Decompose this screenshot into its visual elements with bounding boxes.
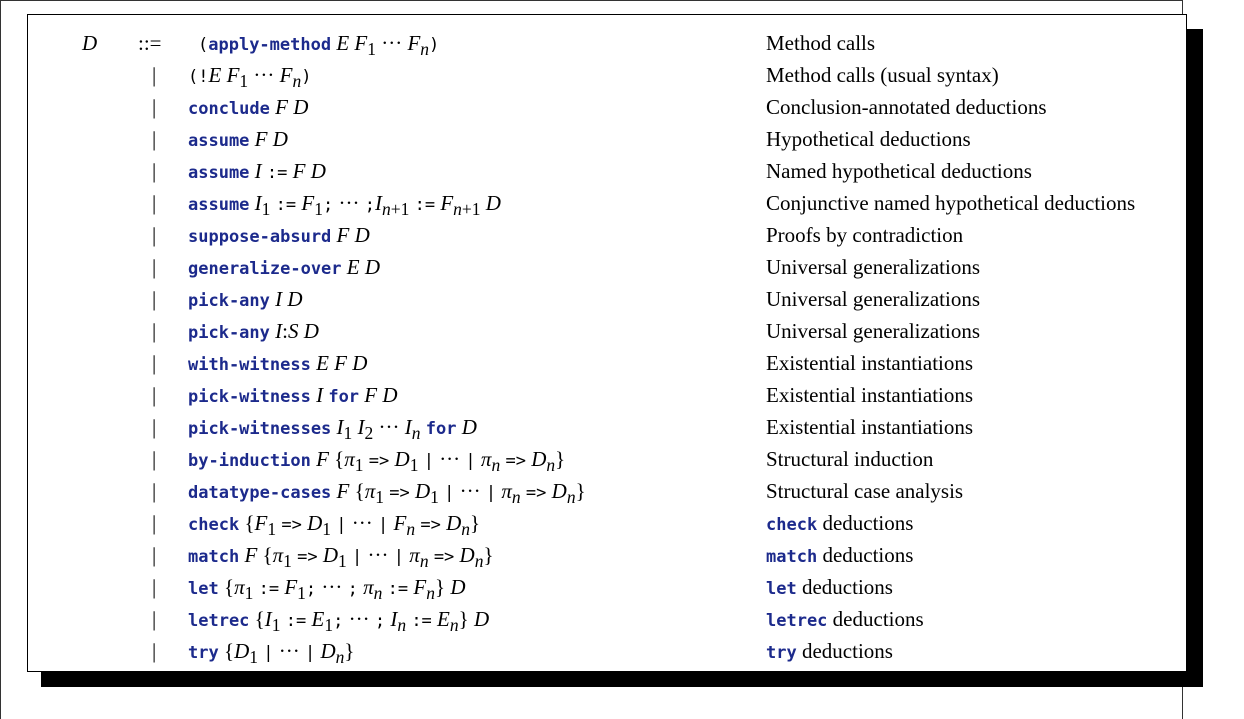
grammar-form: (apply-method E $F_1$ ··· $F_n$) — [198, 31, 440, 60]
keyword: letrec — [188, 611, 250, 631]
keyword: pick-witness — [188, 387, 311, 407]
page-frame-top — [0, 0, 1183, 1]
page-frame-left — [0, 0, 1, 719]
grammar-row — [28, 444, 1188, 474]
keyword: assume — [188, 131, 250, 151]
grammar-form: suppose-absurd F D — [188, 223, 370, 247]
grammar-desc: let deductions — [766, 575, 893, 599]
keyword: suppose-absurd — [188, 227, 332, 247]
grammar-desc: match deductions — [766, 543, 914, 567]
keyword: assume — [188, 163, 250, 183]
keyword: try — [188, 643, 219, 663]
grammar-desc: Method calls (usual syntax) — [766, 63, 999, 87]
grammar-form: try {$D_1$ | ··· | $D_n$} — [188, 639, 355, 668]
grammar-desc: Conclusion-annotated deductions — [766, 95, 1047, 119]
grammar-row — [28, 636, 1188, 666]
alt-symbol: | — [152, 543, 157, 567]
grammar-row — [28, 124, 1188, 154]
grammar-form: pick-witness I for F D — [188, 383, 398, 407]
grammar-desc: Universal generalizations — [766, 255, 980, 279]
grammar-lhs: D — [82, 31, 98, 55]
keyword: check — [188, 515, 240, 535]
keyword: pick-witnesses — [188, 419, 332, 439]
grammar-form: letrec {$I_1$ := $E_1$; ··· ; $I_n$ := $E_n$} D — [188, 607, 490, 636]
grammar-desc: Existential instantiations — [766, 415, 974, 439]
grammar-desc: Proofs by contradiction — [766, 223, 964, 247]
grammar-form: conclude F D — [188, 95, 309, 119]
grammar-form: match F {$\pi_1 => D_1$ | ··· | $\pi_n => D_n$} — [188, 543, 494, 572]
alt-symbol: | — [152, 319, 157, 343]
keyword: pick-any — [188, 323, 270, 343]
grammar-desc: Conjunctive named hypothetical deductions — [766, 191, 1136, 215]
grammar-row — [28, 220, 1188, 250]
keyword: let — [188, 579, 219, 599]
grammar-form: check {$F_1 => D_1$ | ··· | $F_n => D_n$} — [188, 511, 481, 540]
grammar-row — [28, 508, 1188, 538]
grammar-desc: Universal generalizations — [766, 287, 980, 311]
keyword: match — [188, 547, 240, 567]
grammar-row — [28, 604, 1188, 634]
grammar-form: assume I := F D — [188, 159, 326, 183]
grammar-desc: Existential instantiations — [766, 383, 974, 407]
alt-symbol: | — [152, 159, 157, 183]
grammar-row — [28, 284, 1188, 314]
grammar-row — [28, 92, 1188, 122]
grammar-form: datatype-cases F {$\pi_1 => D_1$ | ··· | $\pi_n => D_n$} — [188, 479, 586, 508]
alt-symbol: | — [152, 607, 157, 631]
alt-symbol: | — [152, 255, 157, 279]
grammar-row — [28, 156, 1188, 186]
keyword: datatype-cases — [188, 483, 332, 503]
keyword: pick-any — [188, 291, 270, 311]
grammar-row — [28, 412, 1188, 442]
define-symbol: ::= — [138, 31, 162, 55]
grammar-row — [28, 476, 1188, 506]
alt-symbol: | — [152, 447, 157, 471]
alt-symbol: | — [152, 511, 157, 535]
keyword: with-witness — [188, 355, 311, 375]
grammar-desc: check deductions — [766, 511, 914, 535]
grammar-row — [28, 60, 1188, 90]
grammar-form: by-induction F {$\pi_1 => D_1$ | ··· | $\pi_n => D_n$} — [188, 447, 566, 476]
grammar-form: with-witness E F D — [188, 351, 368, 375]
alt-symbol: | — [152, 415, 157, 439]
grammar-row — [28, 28, 1188, 58]
alt-symbol: | — [152, 127, 157, 151]
grammar-form: pick-any I D — [188, 287, 303, 311]
keyword: by-induction — [188, 451, 311, 471]
grammar-row — [28, 540, 1188, 570]
alt-symbol: | — [152, 383, 157, 407]
grammar-row — [28, 316, 1188, 346]
alt-symbol: | — [152, 639, 157, 663]
grammar-desc: Named hypothetical deductions — [766, 159, 1032, 183]
grammar-row — [28, 572, 1188, 602]
alt-symbol: | — [152, 63, 157, 87]
grammar-desc: Method calls — [766, 31, 876, 55]
grammar-form: assume F D — [188, 127, 288, 151]
grammar-desc: Hypothetical deductions — [766, 127, 971, 151]
grammar-desc: Universal generalizations — [766, 319, 980, 343]
grammar-form: (!E $F_1$ ··· $F_n$) — [188, 63, 312, 92]
keyword: assume — [188, 195, 250, 215]
grammar-form: pick-witnesses $I_1$ $I_2$ ··· $I_n$ for D — [188, 415, 477, 444]
grammar-form: pick-any I:S D — [188, 319, 319, 343]
grammar-form: generalize-over E D — [188, 255, 381, 279]
grammar-form: assume $I_1$ := $F_1$; ··· $;I_{n+1}$ := $F_{n+1}$ D — [188, 191, 501, 220]
keyword: conclude — [188, 99, 270, 119]
keyword: generalize-over — [188, 259, 342, 279]
alt-symbol: | — [152, 287, 157, 311]
grammar-row — [28, 252, 1188, 282]
grammar-form: let {$\pi_1$ := $F_1$; ··· ; $\pi_n$ := $F_n$} D — [188, 575, 466, 604]
alt-symbol: | — [152, 479, 157, 503]
alt-symbol: | — [152, 191, 157, 215]
grammar-row — [28, 348, 1188, 378]
grammar-row — [28, 380, 1188, 410]
grammar-desc: Structural case analysis — [766, 479, 964, 503]
alt-symbol: | — [152, 575, 157, 599]
grammar-desc: letrec deductions — [766, 607, 924, 631]
grammar-desc: Existential instantiations — [766, 351, 974, 375]
alt-symbol: | — [152, 223, 157, 247]
alt-symbol: | — [152, 351, 157, 375]
grammar-row — [28, 188, 1188, 218]
grammar-box — [27, 14, 1187, 672]
grammar-desc: try deductions — [766, 639, 893, 663]
alt-symbol: | — [152, 95, 157, 119]
grammar-desc: Structural induction — [766, 447, 934, 471]
